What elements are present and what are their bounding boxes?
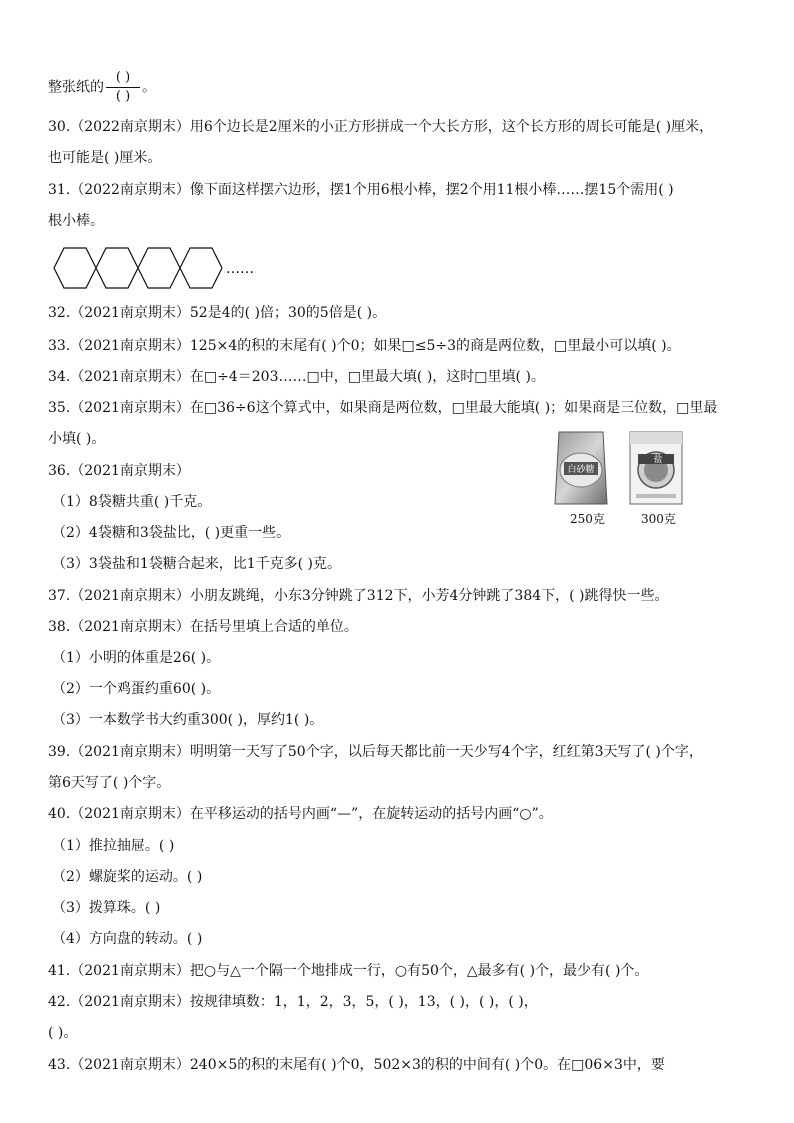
question-40: 40.（2021南京期末）在平移运动的括号内画“—”，在旋转运动的括号内画“○”。 (48, 806, 553, 822)
question-31-line-2: 根小棒。 (48, 213, 104, 229)
sugar-weight-caption: 250克 (570, 512, 605, 526)
salt-label: 盐 (653, 455, 663, 465)
hexagon-2 (96, 248, 138, 288)
question-42-line-1: 42.（2021南京期末）按规律填数：1，1，2，3，5，( )，13，( )，( )，( )， (48, 994, 538, 1010)
hexagon-chain-figure (50, 244, 270, 294)
question-36: 36.（2021南京期末） (48, 463, 190, 479)
question-39-line-2: 第6天写了( )个字。 (48, 775, 171, 791)
question-30-line-1: 30.（2022南京期末）用6个边长是2厘米的小正方形拼成一个大长方形，这个长方形的周长可能是( )厘米， (48, 119, 714, 135)
question-39-line-1: 39.（2021南京期末）明明第一天写了50个字，以后每天都比前一天少写4个字，红红第3天写了( )个字， (48, 744, 703, 760)
question-36-3: （3）3袋盐和1袋糖合起来，比1千克多( )克。 (52, 556, 342, 572)
question-36-1: （1）8袋糖共重( )千克。 (52, 494, 212, 510)
question-36-2: （2）4袋糖和3袋盐比，( )更重一些。 (52, 525, 291, 541)
question-37: 37.（2021南京期末）小朋友跳绳，小东3分钟跳了312下，小芳4分钟跳了384下，( )跳得快一些。 (48, 588, 669, 604)
hexagon-3 (138, 248, 180, 288)
salt-weight-caption: 300克 (641, 512, 676, 526)
sugar-label: 白砂糖 (567, 465, 595, 475)
question-40-4: （4）方向盘的转动。( ) (52, 931, 203, 947)
question-38: 38.（2021南京期末）在括号里填上合适的单位。 (48, 619, 358, 635)
question-43: 43.（2021南京期末）240×5的积的末尾有( )个0，502×3的积的中间有( )个0。在□06×3中，要 (48, 1057, 665, 1073)
ellipsis-dots: …… (226, 261, 254, 277)
question-35-line-1: 35.（2021南京期末）在□36÷6这个算式中，如果商是两位数，□里最大能填( )；如果商是三位数，□里最 (48, 400, 718, 416)
question-32: 32.（2021南京期末）52是4的( )倍；30的5倍是( )。 (48, 305, 387, 321)
sugar-bag-image (553, 430, 609, 506)
question-34: 34.（2021南京期末）在□÷4＝203……□中，□里最大填( )，这时□里填( )。 (48, 369, 545, 385)
question-29-end: 整张纸的 $\frac{( )}{( )}$ 。 (48, 70, 156, 104)
question-38-1: （1）小明的体重是26( )。 (52, 650, 221, 666)
question-42-line-2: ( )。 (48, 1025, 78, 1041)
question-35-line-2: 小填( )。 (48, 431, 106, 447)
question-41: 41.（2021南京期末）把○与△一个隔一个地排成一行，○有50个，△最多有( )个，最少有( )个。 (48, 963, 649, 979)
question-40-3: （3）拨算珠。( ) (52, 900, 161, 916)
fraction-blank: $\frac{( )}{( )}$ (106, 70, 140, 105)
question-38-3: （3）一本数学书大约重300( )，厚约1( )。 (52, 712, 324, 728)
question-40-2: （2）螺旋桨的运动。( ) (52, 869, 203, 885)
question-31-line-1: 31.（2022南京期末）像下面这样摆六边形，摆1个用6根小棒，摆2个用11根小棒……摆15个需用( ) (48, 182, 674, 198)
hexagon-4 (180, 248, 222, 288)
question-30-line-2: 也可能是( )厘米。 (48, 150, 162, 166)
hexagon-1 (54, 248, 96, 288)
question-38-2: （2）一个鸡蛋约重60( )。 (52, 681, 221, 697)
question-40-1: （1）推拉抽屉。( ) (52, 838, 175, 854)
salt-bag-image (628, 430, 684, 506)
question-33: 33.（2021南京期末）125×4的积的末尾有( )个0；如果□≤5÷3的商是两位数，□里最小可以填( )。 (48, 338, 681, 354)
